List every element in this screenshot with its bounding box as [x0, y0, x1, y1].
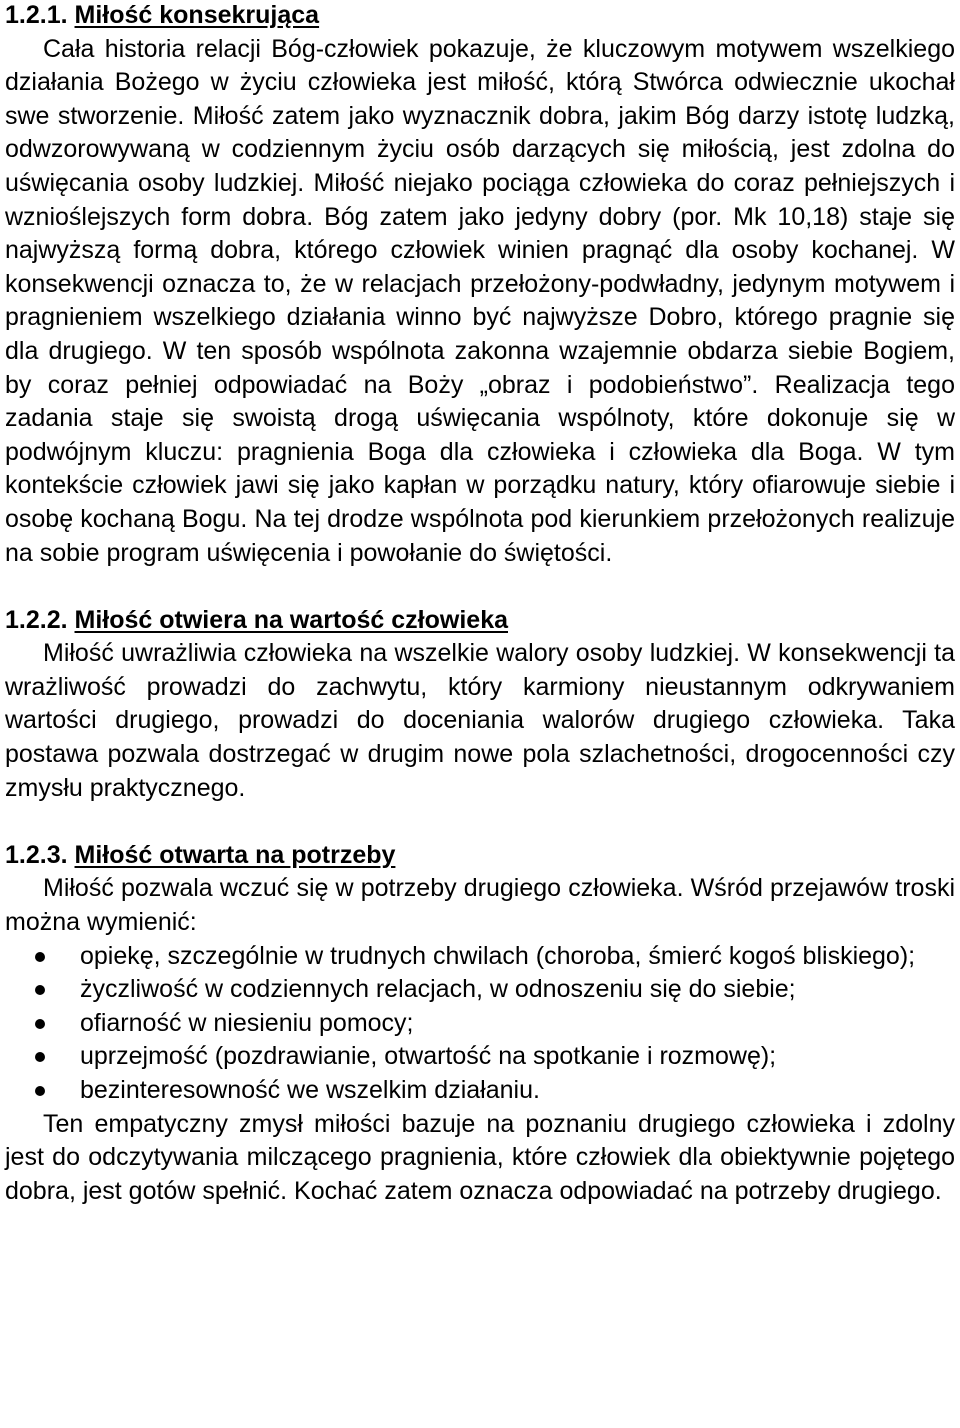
section-spacer: [5, 570, 955, 604]
section-title: Miłość konsekrująca: [74, 1, 320, 29]
section-heading: [5, 604, 955, 638]
bullet-icon: [35, 1052, 45, 1062]
list-item-text: uprzejmość (pozdrawianie, otwartość na spotkanie i rozmowę);: [80, 1042, 777, 1071]
bullet-icon: [35, 952, 45, 962]
section-closing: Ten empatyczny zmysł miłości bazuje na poznaniu drugiego człowieka i zdolny jest do odczytywania milczącego pragnienia, które człowiek dla obiektywnie pojętego dobra, jest gotów spełnić. Kochać zatem oznacza odpowiadać na potrzeby drugiego.: [5, 1109, 955, 1205]
list-item-text: bezinteresowność we wszelkim działaniu.: [80, 1076, 540, 1104]
list-item: [5, 1040, 955, 1074]
bullet-list: [5, 940, 955, 1108]
section-number: 1.2.2.: [5, 605, 68, 634]
list-item: [5, 973, 955, 1007]
section-paragraph: Miłość uwrażliwia człowieka na wszelkie walory osoby ludzkiej. W konsekwencji ta wrażliwość prowadzi do zachwytu, który karmiony nieustannym odkrywaniem wartości drugiego, prowadzi do doceniania walorów drugiego człowieka. Taka postawa pozwala dostrzegać w drugim nowe pola szlachetności, drogocenności czy zmysłu praktycznego.: [5, 639, 955, 802]
section-1-2-2: [5, 604, 955, 806]
list-item: [5, 1074, 955, 1108]
list-item-text: życzliwość w codziennych relacjach, w odnoszeniu się do siebie;: [80, 975, 796, 1004]
section-spacer: [5, 805, 955, 839]
bullet-icon: [35, 985, 45, 995]
section-title: Miłość otwarta na potrzeby: [74, 840, 396, 869]
section-1-2-3: [5, 839, 955, 1209]
section-heading: [5, 839, 955, 873]
bullet-icon: [35, 1086, 45, 1096]
list-item: [5, 940, 955, 974]
list-item-text: opiekę, szczególnie w trudnych chwilach (choroba, śmierć kogoś bliskiego);: [80, 941, 916, 970]
section-paragraph: Cała historia relacji Bóg-człowiek pokazuje, że kluczowym motywem wszelkiego działania Bożego w życiu człowieka jest miłość, którą Stwórca odwiecznie ukochał swe stworzenie. Miłość zatem jako wyznacznik dobra, jakim Bóg darzy istotę ludzką, odwzorowywaną w codziennym życiu osób darzących się miłością, jest zdolna do uświęcania osoby ludzkiej. Miłość niejako pociąga człowieka do coraz pełniejszych i wznioślejszych form dobra. Bóg zatem jako jedyny dobry (por. Mk 10,18) staje się najwyższą formą dobra, którego człowiek winien pragnąć dla osoby kochanej. W konsekwencji oznacza to, że w relacjach przełożony-podwładny, jedynym motywem i pragnieniem wszelkiego działania winno być najwyższe Dobro, którego pragnie się dla drugiego. W ten sposób wspólnota zakonna wzajemnie obdarza siebie Bogiem, by coraz pełniej odpowiadać na Boży „obraz i podobieństwo”. Realizacja tego zadania staje się swoistą drogą uświęcania wspólnoty, które dokonuje się w podwójnym kluczu: pragnienia Boga dla człowieka i człowieka dla Boga. W tym kontekście człowiek jawi się jako kapłan w porządku natury, który ofiarowuje siebie i osobę kochaną Bogu. Na tej drodze wspólnota pod kierunkiem przełożonych realizuje na sobie program uświęcenia i powołanie do świętości.: [5, 34, 955, 567]
list-item: [5, 1007, 955, 1041]
section-heading: [5, 0, 955, 33]
section-number: 1.2.1.: [5, 1, 68, 29]
section-1-2-1: [5, 0, 955, 570]
section-title: Miłość otwiera na wartość człowieka: [74, 605, 508, 634]
bullet-icon: [35, 1019, 45, 1029]
section-intro: Miłość pozwala wczuć się w potrzeby drugiego człowieka. Wśród przejawów troski można wymienić:: [5, 874, 955, 937]
document-page: [5, 0, 955, 1208]
section-number: 1.2.3.: [5, 840, 68, 869]
list-item-text: ofiarność w niesieniu pomocy;: [80, 1008, 414, 1037]
